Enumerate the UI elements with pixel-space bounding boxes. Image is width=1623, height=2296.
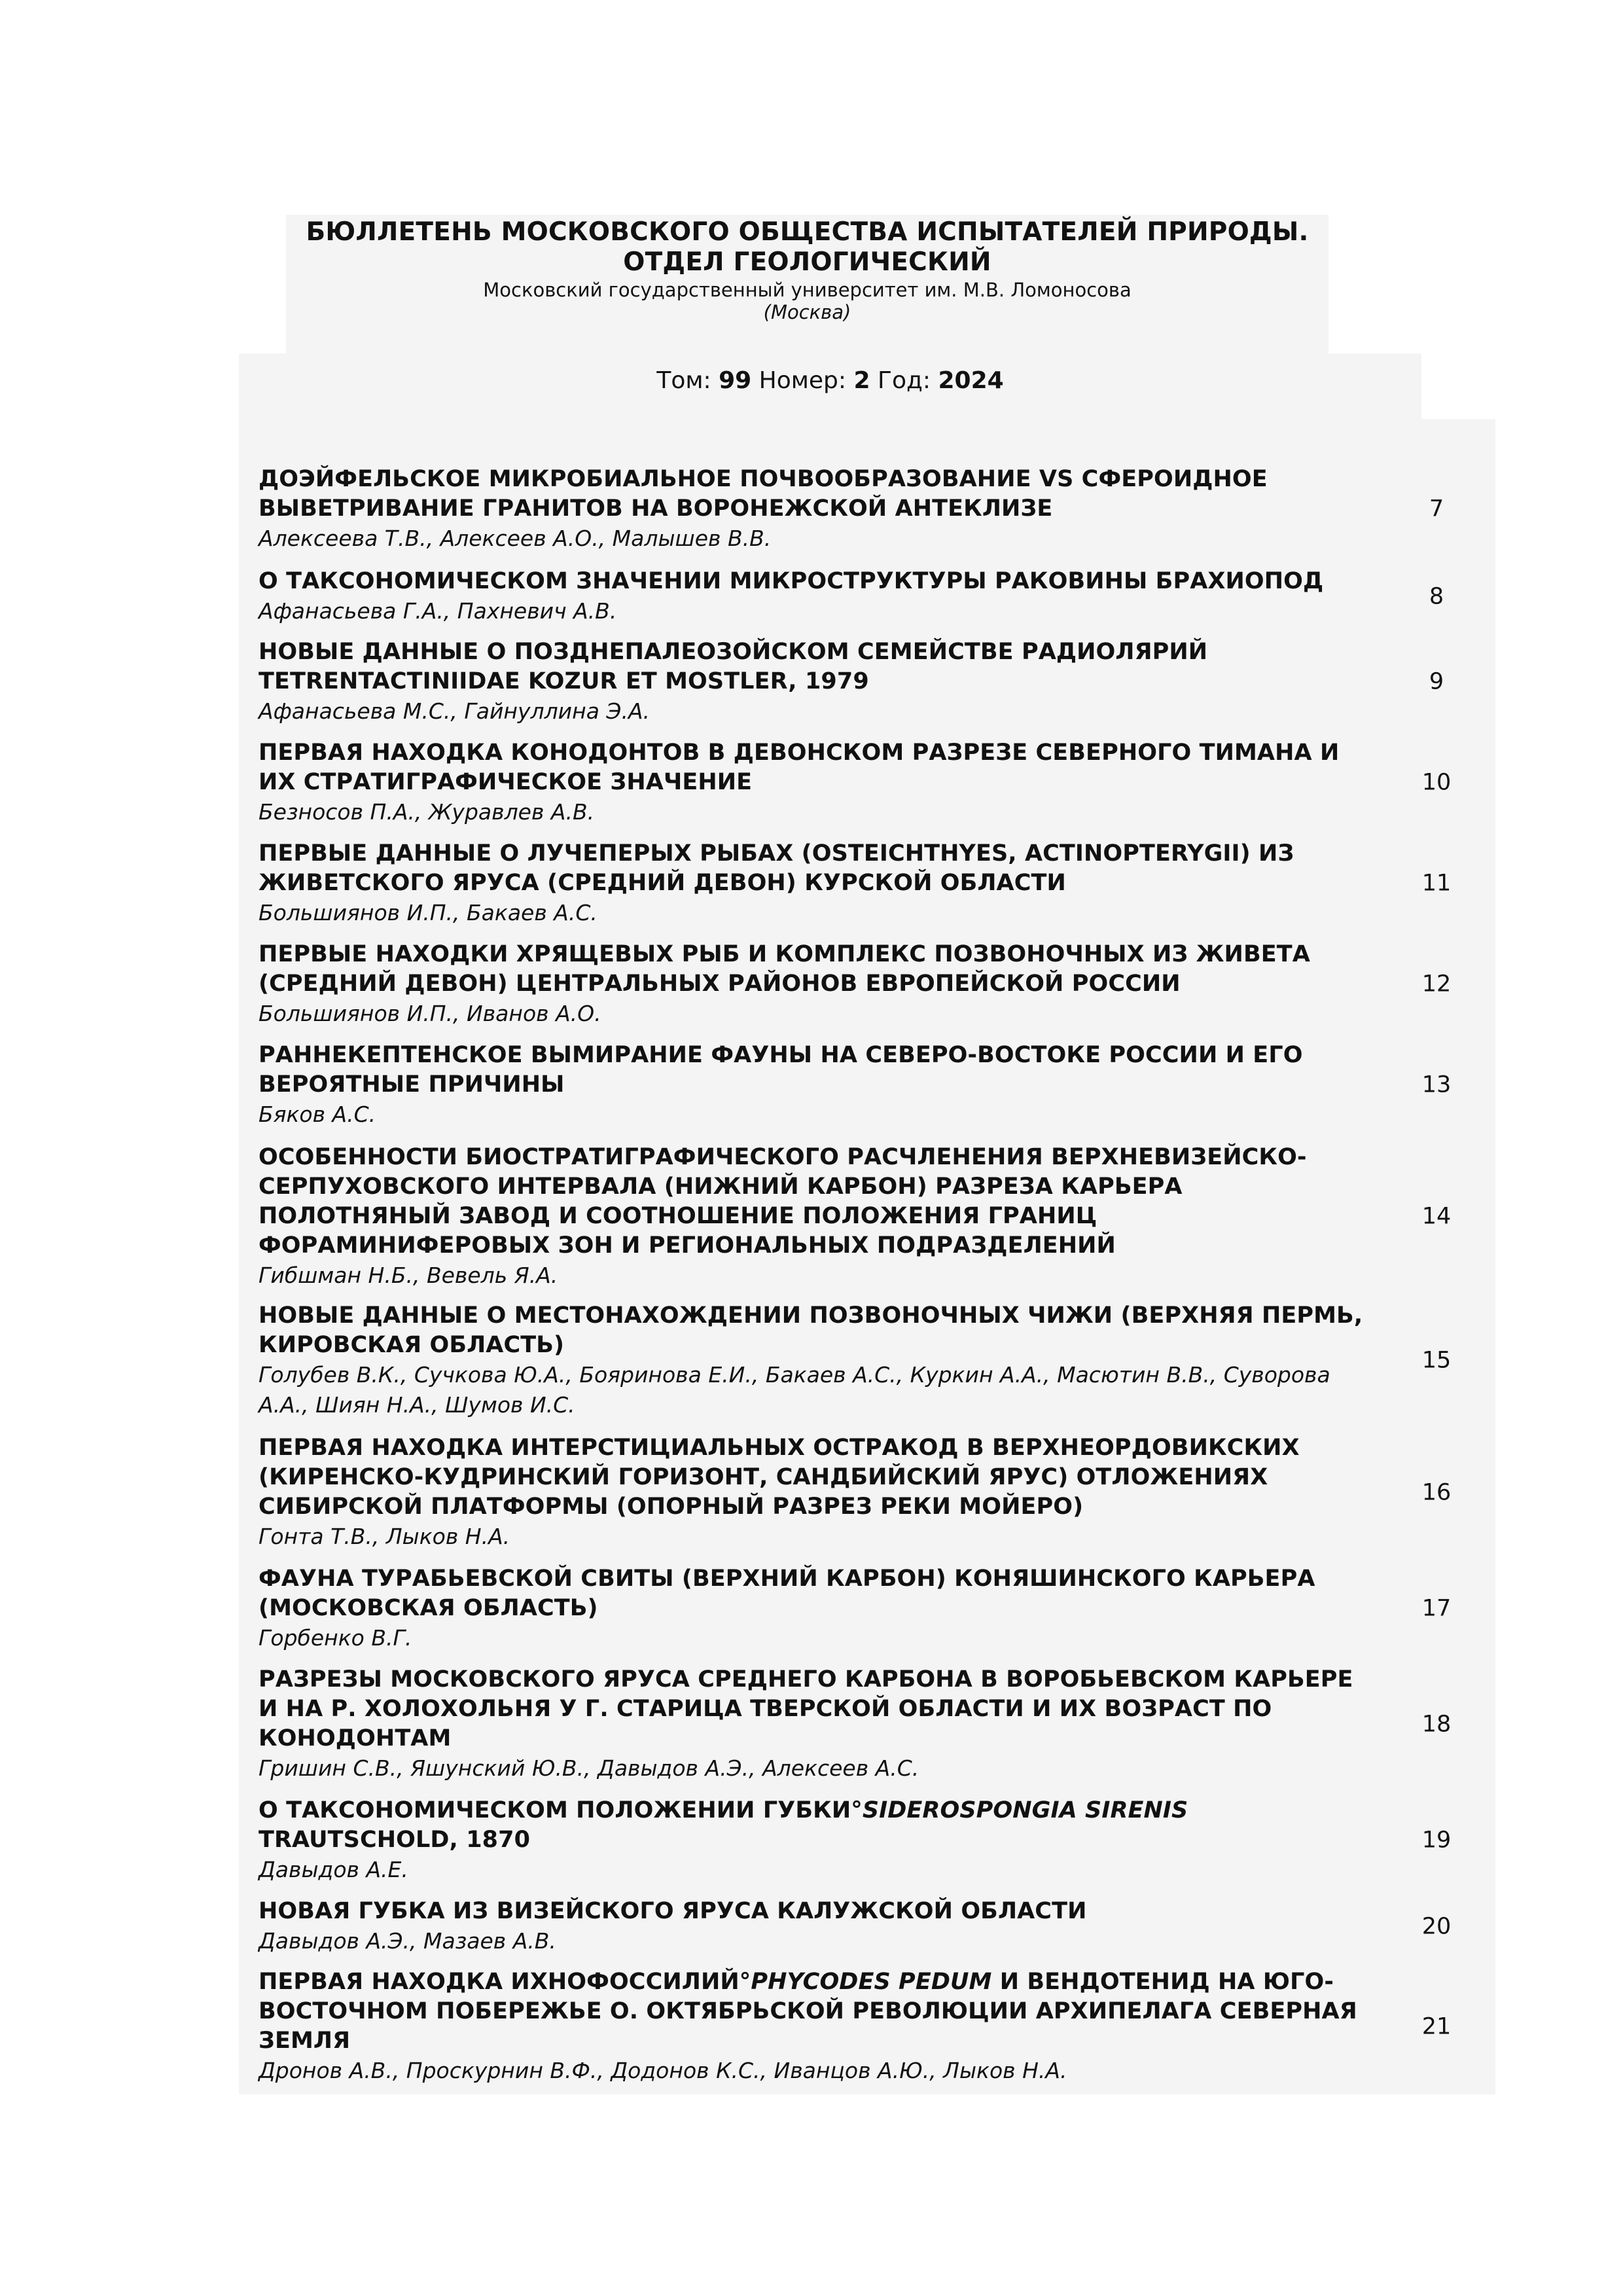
toc-entry[interactable] <box>259 1564 1476 1653</box>
journal-title <box>286 215 1329 278</box>
article-title[interactable]: НОВАЯ ГУБКА ИЗ ВИЗЕЙСКОГО ЯРУСА КАЛУЖСКОЙ ОБЛАСТИ <box>259 1898 1087 1924</box>
article-authors: Афанасьева Г.А., Пахневич А.В. <box>259 598 617 624</box>
toc-entry[interactable] <box>259 1897 1476 1956</box>
page-number: 17 <box>1421 1595 1452 1622</box>
toc-entry-text <box>259 1796 1364 1885</box>
number-label: Номер: <box>758 367 847 394</box>
article-title[interactable]: РАЗРЕЗЫ МОСКОВСКОГО ЯРУСА СРЕДНЕГО КАРБОНА В ВОРОБЬЕВСКОМ КАРЬЕРЕ И НА Р. ХОЛОХОЛЬНЯ У Г. СТАРИЦА ТВЕРСКОЙ ОБЛАСТИ И ИХ ВОЗРАСТ ПО КОНОДОНТАМ <box>259 1666 1353 1751</box>
toc-entry[interactable] <box>259 1433 1476 1552</box>
toc-entry[interactable] <box>259 1967 1476 2086</box>
number-value: 2 <box>853 367 870 394</box>
toc-entry[interactable] <box>259 1301 1476 1420</box>
toc-entry-text <box>259 1967 1364 2086</box>
article-title[interactable]: ПЕРВЫЕ НАХОДКИ ХРЯЩЕВЫХ РЫБ И КОМПЛЕКС ПОЗВОНОЧНЫХ ИЗ ЖИВЕТА (СРЕДНИЙ ДЕВОН) ЦЕНТРАЛЬНЫХ РАЙОНОВ ЕВРОПЕЙСКОЙ РОССИИ <box>259 941 1310 997</box>
toc-entry-text <box>259 1301 1364 1420</box>
article-title[interactable]: ПЕРВАЯ НАХОДКА ИНТЕРСТИЦИАЛЬНЫХ ОСТРАКОД В ВЕРХНЕОРДОВИКСКИХ (КИРЕНСКО-КУДРИНСКИЙ ГОРИЗОНТ, САНДБИЙСКИЙ ЯРУС) ОТЛОЖЕНИЯХ СИБИРСКОЙ ПЛАТФОРМЫ (ОПОРНЫЙ РАЗРЕЗ РЕКИ МОЙЕРО) <box>259 1435 1300 1520</box>
toc-entry-text <box>259 738 1364 827</box>
page-number: 18 <box>1421 1711 1452 1737</box>
toc-entry-text <box>259 1041 1364 1130</box>
toc-entry-text <box>259 839 1364 928</box>
toc-entry[interactable] <box>259 1143 1476 1291</box>
article-authors: Большиянов И.П., Иванов А.О. <box>259 1001 601 1026</box>
toc-entry-text <box>259 567 1364 626</box>
article-title-end: TRAUTSCHOLD, 1870 <box>259 1827 531 1853</box>
taxon-name: SIDEROSPONGIA SIRENIS <box>862 1797 1188 1823</box>
article-title[interactable] <box>259 1796 1364 1855</box>
page-number: 21 <box>1421 2013 1452 2039</box>
issue-line <box>239 353 1421 395</box>
journal-title-line1: БЮЛЛЕТЕНЬ МОСКОВСКОГО ОБЩЕСТВА ИСПЫТАТЕЛЕЙ ПРИРОДЫ. <box>306 217 1309 247</box>
issue-info <box>239 353 1421 419</box>
page-number: 14 <box>1421 1203 1452 1230</box>
toc-entry-text <box>259 637 1364 726</box>
page-number: 10 <box>1421 769 1452 796</box>
article-title[interactable]: ДОЭЙФЕЛЬСКОЕ МИКРОБИАЛЬНОЕ ПОЧВООБРАЗОВАНИЕ VS СФЕРОИДНОЕ ВЫВЕТРИВАНИЕ ГРАНИТОВ НА ВОРОНЕЖСКОЙ АНТЕКЛИЗЕ <box>259 466 1268 522</box>
toc-entry[interactable] <box>259 940 1476 1029</box>
article-title[interactable]: ФАУНА ТУРАБЬЕВСКОЙ СВИТЫ (ВЕРХНИЙ КАРБОН) КОНЯШИНСКОГО КАРЬЕРА (МОСКОВСКАЯ ОБЛАСТЬ) <box>259 1566 1315 1621</box>
page-number: 12 <box>1421 971 1452 997</box>
article-title[interactable]: О ТАКСОНОМИЧЕСКОМ ЗНАЧЕНИИ МИКРОСТРУКТУРЫ РАКОВИНЫ БРАХИОПОД <box>259 568 1324 594</box>
article-title[interactable]: НОВЫЕ ДАННЫЕ О МЕСТОНАХОЖДЕНИИ ПОЗВОНОЧНЫХ ЧИЖИ (ВЕРХНЯЯ ПЕРМЬ, КИРОВСКАЯ ОБЛАСТЬ) <box>259 1302 1363 1358</box>
publisher-city: (Москва) <box>763 301 851 323</box>
toc-entry-text <box>259 1564 1364 1653</box>
article-authors: Безносов П.А., Журавлев А.В. <box>259 799 595 825</box>
page-number: 9 <box>1429 668 1444 695</box>
journal-title-line2: ОТДЕЛ ГЕОЛОГИЧЕСКИЙ <box>623 247 991 277</box>
publisher-name: Московский государственный университет им. М.В. Ломоносова <box>483 279 1132 301</box>
toc-entry[interactable] <box>259 1041 1476 1130</box>
article-authors: Горбенко В.Г. <box>259 1625 412 1651</box>
article-title[interactable] <box>259 1967 1364 2056</box>
page-number: 19 <box>1421 1827 1452 1854</box>
article-title[interactable]: ОСОБЕННОСТИ БИОСТРАТИГРАФИЧЕСКОГО РАСЧЛЕНЕНИЯ ВЕРХНЕВИЗЕЙСКО-СЕРПУХОВСКОГО ИНТЕРВАЛА (НИЖНИЙ КАРБОН) РАЗРЕЗА КАРЬЕРА ПОЛОТНЯНЫЙ ЗАВОД И СООТНОШЕНИЕ ПОЛОЖЕНИЯ ГРАНИЦ ФОРАМИНИФЕРОВЫХ ЗОН И РЕГИОНАЛЬНЫХ ПОДРАЗДЕЛЕНИЙ <box>259 1144 1307 1259</box>
page-number: 11 <box>1421 870 1452 897</box>
toc-entry-text <box>259 1143 1364 1291</box>
toc-entry[interactable] <box>259 839 1476 928</box>
toc-entry-text <box>259 940 1364 1029</box>
toc-entry-text <box>259 1897 1364 1956</box>
article-authors: Голубев В.К., Сучкова Ю.А., Бояринова Е.И., Бакаев А.С., Куркин А.А., Масютин В.В., Суворова А.А., Шиян Н.А., Шумов И.С. <box>259 1362 1330 1418</box>
article-authors: Дронов А.В., Проскурнин В.Ф., Додонов К.С., Иванцов А.Ю., Лыков Н.А. <box>259 2058 1067 2083</box>
article-authors: Давыдов А.Е. <box>259 1857 408 1882</box>
article-title-start: О ТАКСОНОМИЧЕСКОМ ПОЛОЖЕНИИ ГУБКИ° <box>259 1797 863 1823</box>
toc-entry-text <box>259 1665 1364 1784</box>
article-title[interactable]: РАННЕКЕПТЕНСКОЕ ВЫМИРАНИЕ ФАУНЫ НА СЕВЕРО-ВОСТОКЕ РОССИИ И ЕГО ВЕРОЯТНЫЕ ПРИЧИНЫ <box>259 1042 1303 1098</box>
article-authors: Гибшман Н.Б., Вевель Я.А. <box>259 1263 558 1288</box>
taxon-name: PHYCODES PEDUM <box>751 1969 992 1995</box>
article-authors: Бяков А.С. <box>259 1102 376 1127</box>
volume-value: 99 <box>719 367 752 394</box>
toc-entry[interactable] <box>259 465 1476 554</box>
article-authors: Афанасьева М.С., Гайнуллина Э.А. <box>259 698 651 724</box>
article-authors: Давыдов А.Э., Мазаев А.В. <box>259 1928 556 1954</box>
article-authors: Гонта Т.В., Лыков Н.А. <box>259 1524 510 1549</box>
year-label: Год: <box>878 367 931 394</box>
year-value: 2024 <box>938 367 1004 394</box>
page-number: 16 <box>1421 1479 1452 1505</box>
page-number: 8 <box>1429 583 1444 609</box>
article-authors: Большиянов И.П., Бакаев А.С. <box>259 900 597 925</box>
page-number: 13 <box>1421 1071 1452 1098</box>
article-title-start: ПЕРВАЯ НАХОДКА ИХНОФОССИЛИЙ° <box>259 1969 751 1995</box>
article-title[interactable]: НОВЫЕ ДАННЫЕ О ПОЗДНЕПАЛЕОЗОЙСКОМ СЕМЕЙСТВЕ РАДИОЛЯРИЙ TETRENTACTINIIDAE KOZUR ET MOSTLER, 1979 <box>259 639 1208 694</box>
article-title[interactable]: ПЕРВЫЕ ДАННЫЕ О ЛУЧЕПЕРЫХ РЫБАХ (OSTEICHTHYES, ACTINOPTERYGII) ИЗ ЖИВЕТСКОГО ЯРУСА (СРЕДНИЙ ДЕВОН) КУРСКОЙ ОБЛАСТИ <box>259 840 1294 896</box>
article-authors: Алексеева Т.В., Алексеев А.О., Малышев В.В. <box>259 526 772 551</box>
page-number: 15 <box>1421 1347 1452 1374</box>
article-title-end: И ВЕНДОТЕНИД НА ЮГО-ВОСТОЧНОМ ПОБЕРЕЖЬЕ О. ОКТЯБРЬСКОЙ РЕВОЛЮЦИИ АРХИПЕЛАГА СЕВЕРНАЯ ЗЕМЛЯ <box>259 1969 1357 2054</box>
page-number: 7 <box>1429 495 1444 522</box>
article-title[interactable]: ПЕРВАЯ НАХОДКА КОНОДОНТОВ В ДЕВОНСКОМ РАЗРЕЗЕ СЕВЕРНОГО ТИМАНА И ИХ СТРАТИГРАФИЧЕСКОЕ ЗНАЧЕНИЕ <box>259 740 1340 795</box>
toc-entry-text <box>259 465 1364 554</box>
article-authors: Гришин С.В., Яшунский Ю.В., Давыдов А.Э., Алексеев А.С. <box>259 1755 919 1781</box>
journal-header <box>286 215 1329 353</box>
page-number: 20 <box>1421 1913 1452 1939</box>
toc-entry[interactable] <box>259 738 1476 827</box>
toc-entry[interactable] <box>259 567 1476 626</box>
toc-entry[interactable] <box>259 1665 1476 1784</box>
toc-entry-text <box>259 1433 1364 1552</box>
volume-label: Том: <box>656 367 711 394</box>
toc-entry[interactable] <box>259 1796 1476 1885</box>
table-of-contents <box>239 419 1495 2094</box>
toc-entry[interactable] <box>259 637 1476 726</box>
